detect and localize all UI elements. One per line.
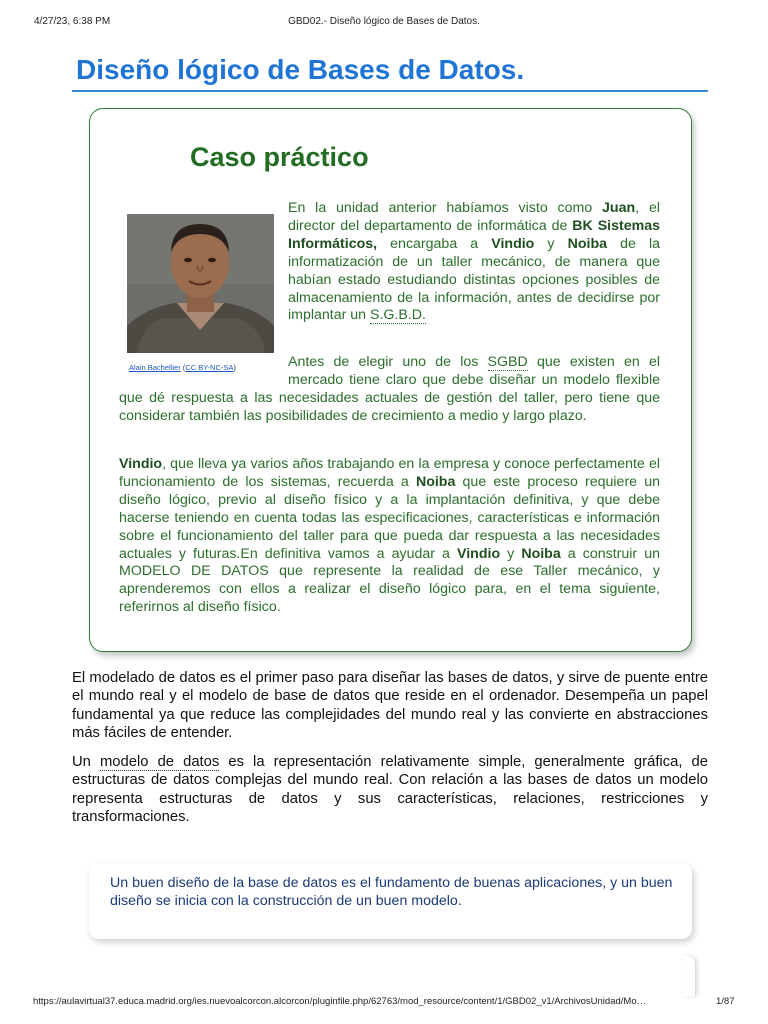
note-text: Un buen diseño de la base de datos es el fundamento de buenas aplicaciones, y un buen diseño se inicia con la construcción de un buen modelo. bbox=[110, 875, 673, 909]
text-span: y bbox=[534, 235, 568, 252]
name-noiba: Noiba bbox=[415, 473, 456, 490]
name-vindio: Vindio bbox=[491, 235, 535, 252]
text-span: y bbox=[500, 545, 522, 562]
print-url: https://aulavirtual37.educa.madrid.org/ies.nuevoalcorcon.alcorcon/pluginfile.php/62763/mod_resource/content/1/GBD02_v1/ArchivosUnidad/Mo… bbox=[33, 996, 647, 1007]
name-vindio: Vindio bbox=[119, 456, 163, 472]
case-paragraph-2 bbox=[119, 354, 660, 426]
name-vindio: Vindio bbox=[457, 545, 501, 562]
text-span: , que lleva ya varios años trabajando en la empresa y conoce perfectamente el funcionamiento de los sistemas, recuerda a bbox=[119, 456, 660, 490]
portrait-image bbox=[127, 214, 274, 353]
text-span: En la unidad anterior habíamos visto como bbox=[288, 200, 603, 216]
print-footer bbox=[0, 996, 768, 1010]
text-span: Un bbox=[72, 754, 100, 770]
data-model-term-link[interactable]: modelo de datos bbox=[99, 754, 220, 770]
text-span: que existen en el mercado tiene claro que debe diseñar un modelo flexible que dé respuesta a las necesidades actuales de gestión del taller, pero tiene que considerar también las posibilidades de crecimiento a medio y largo plazo. bbox=[119, 354, 661, 424]
print-document-title: GBD02.- Diseño lógico de Bases de Datos. bbox=[288, 16, 480, 27]
body-paragraph-1: El modelado de datos es el primer paso para diseñar las bases de datos, y sirve de puente entre el mundo real y el modelo de base de datos que reside en el ordenador. Desempeña un papel fundamental ya que reduce las complejidades del mundo real y las convierte en abstracciones más fáciles de entender. bbox=[72, 670, 708, 742]
text-span: , el director del departamento de informática de bbox=[288, 200, 660, 234]
sgbd-abbr-link[interactable]: SGBD bbox=[487, 354, 528, 370]
photo-author-link[interactable]: Alain Bachellier bbox=[129, 363, 181, 372]
text-span: que este proceso requiere un diseño lógico, previo al diseño físico y a la implantación definitiva, y que debe hacerse teniendo en cuenta todas las especificaciones, características e información sobre el funcionamiento del taller para que pueda dar respuesta a las necesidades actuales y futuras.En definitiva vamos a ayudar a bbox=[119, 473, 661, 562]
sgbd-term-link[interactable]: S.G.B.D. bbox=[370, 307, 426, 324]
page-title: Diseño lógico de Bases de Datos. bbox=[76, 54, 525, 85]
case-study-heading: Caso práctico bbox=[190, 142, 369, 172]
company-name: BK Sistemas Informáticos, bbox=[288, 217, 661, 252]
title-underline bbox=[72, 90, 708, 92]
body-paragraph-2 bbox=[72, 753, 708, 827]
print-datetime: 4/27/23, 6:38 PM bbox=[34, 16, 111, 27]
page-number: 1/87 bbox=[716, 996, 735, 1007]
print-header bbox=[0, 16, 768, 30]
case-paragraph-3 bbox=[119, 456, 660, 617]
portrait-photo bbox=[127, 214, 274, 353]
license-link[interactable]: CC BY-NC-SA bbox=[185, 363, 234, 372]
next-box-edge bbox=[682, 956, 696, 996]
case-paragraph-1 bbox=[288, 200, 660, 325]
text-span: encargaba a bbox=[377, 235, 492, 252]
text-span: a construir un MODELO DE DATOS que represente la realidad de ese Taller mecánico, y aprenderemos con ellos a realizar el diseño lógico para, en el tema siguiente, referirnos al diseño físico. bbox=[119, 545, 660, 616]
credit-paren-close: ) bbox=[233, 363, 236, 372]
name-noiba: Noiba bbox=[567, 235, 608, 252]
photo-float-spacer bbox=[119, 354, 288, 386]
credit-paren-open: ( bbox=[180, 363, 186, 372]
text-span: Antes de elegir uno de los bbox=[288, 354, 488, 370]
name-noiba: Noiba bbox=[521, 545, 561, 562]
text-span: de la informatización de un taller mecánico, de manera que habían estado estudiando distintas opciones posibles de almacenamiento de la información, antes de decidirse por implantar un bbox=[288, 235, 660, 324]
name-juan: Juan bbox=[602, 200, 636, 216]
text-span: es la representación relativamente simple, generalmente gráfica, de estructuras de datos complejas del mundo real. Con relación a las bases de datos un modelo representa estructuras de datos y sus características, relaciones, restricciones y transformaciones. bbox=[72, 754, 708, 826]
